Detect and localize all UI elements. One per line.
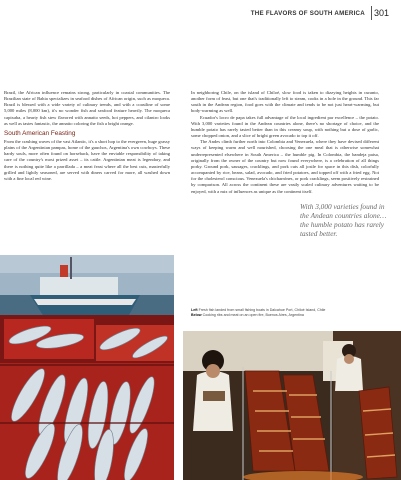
body-paragraph: Ecuador's locro de papa takes full advantage of the local ingredient par excellence – the potato. With 3,000 varieties found in the Andean countries alone, there's no shortage of choice, and the humble potato has rarely tasted better than in this creamy soup, with nothing but a dose of garlic, some chopped onion, and a slice of bright green avocado to top it off.: [191, 114, 379, 139]
section-heading: South American Feasting: [4, 129, 76, 137]
body-paragraph: The Andes climb further north into Colombia and Venezuela, where they have devised different ways of keeping warm and well nourished, choosing the one meal that is otherwise somewhat underrepresented elsewhere in South America – the humble pig. In Colombia, the bandeja paisa, originally from the owner of the country but now found everywhere, is a celebration of all things porky. Ground pork, sausages, cracklings, and pork cuts all jostle for space in this dish, colorfully accompanied by rice, beans, salad, avocado, and fried potatoes, and topped off with a fried egg. Not for the cholesterol conscious. Venezuela's chicharrónes, or pork cracklings, seem positively restrained by comparison. All across the continent these are vastly scaled culinary adventures waiting to be enjoyed, with a mix of influences as unique as the continent itself.: [191, 139, 379, 194]
body-paragraph: In neighboring Chile, on the island of Chiloé, slow food is taken to dizzying heights in curanto, another form of feast, but one that's traditionally left to steam, cooks in a hole in the ground. This far south in the Andean region, food goes with the climate and tends to be not just heart-warming, but body-warming as well.: [191, 90, 379, 114]
body-paragraph: From the crashing waves of the vast Atlantic, it's a short hop to the evergreen, huge grassy plains of the Argentinian pampas, home of the gauchos, Argentina's own cowboys. These hardy souls, more often found on horseback, have the enviable responsibility of taking care of the country's most prized asset – its cattle. Argentinian meat is legendary, and there is nothing quite like a parrillada – a meat feast where all the best cuts, masterfully grilled and lightly seasoned, are served with diners carved for more, all washed down with a fine local red wine.: [4, 138, 170, 181]
caption-left-label: Left: [191, 308, 198, 312]
caption-below-text: Cooking ribs and meat on an open fire, Buenos Aires, Argentina: [202, 313, 304, 317]
pull-quote: With 3,000 varieties found in the Andean countries alone… the humble potato has rarely tasted better.: [300, 202, 387, 238]
running-head: THE FLAVORS OF SOUTH AMERICA: [250, 10, 365, 17]
caption-left-text: Fresh fish landed from small fishing boats in Dalcahue Port, Chiloé Island, Chile: [198, 308, 326, 312]
body-paragraph: Brazil, the African influence remains strong, particularly in coastal communities. The Brazilian state of Bahia specializes in seafood dishes of African origin, such as moqueca. Brazil is blessed with a wide variety of culinary trends, and with a coastline of some 5,000 miles (8,000 km), it's no wonder fish and seafood feature heavily. The moqueca capixaba, a hearty fish stew flavored with annatto seeds, hot peppers, and cilantro looks as well as tastes fantastic, the annatto coloring the fish a bright orange.: [4, 90, 170, 126]
left-column: [4, 90, 170, 182]
right-column: [191, 90, 379, 195]
header-divider: [371, 6, 372, 20]
page-header: [0, 0, 401, 22]
page-number: 301: [373, 8, 389, 18]
fish-market-photo: [0, 255, 174, 480]
caption-below-label: Below: [191, 313, 202, 317]
caption-below: [191, 313, 391, 318]
open-fire-ribs-photo: [183, 331, 401, 480]
photo-caption: [191, 308, 391, 318]
